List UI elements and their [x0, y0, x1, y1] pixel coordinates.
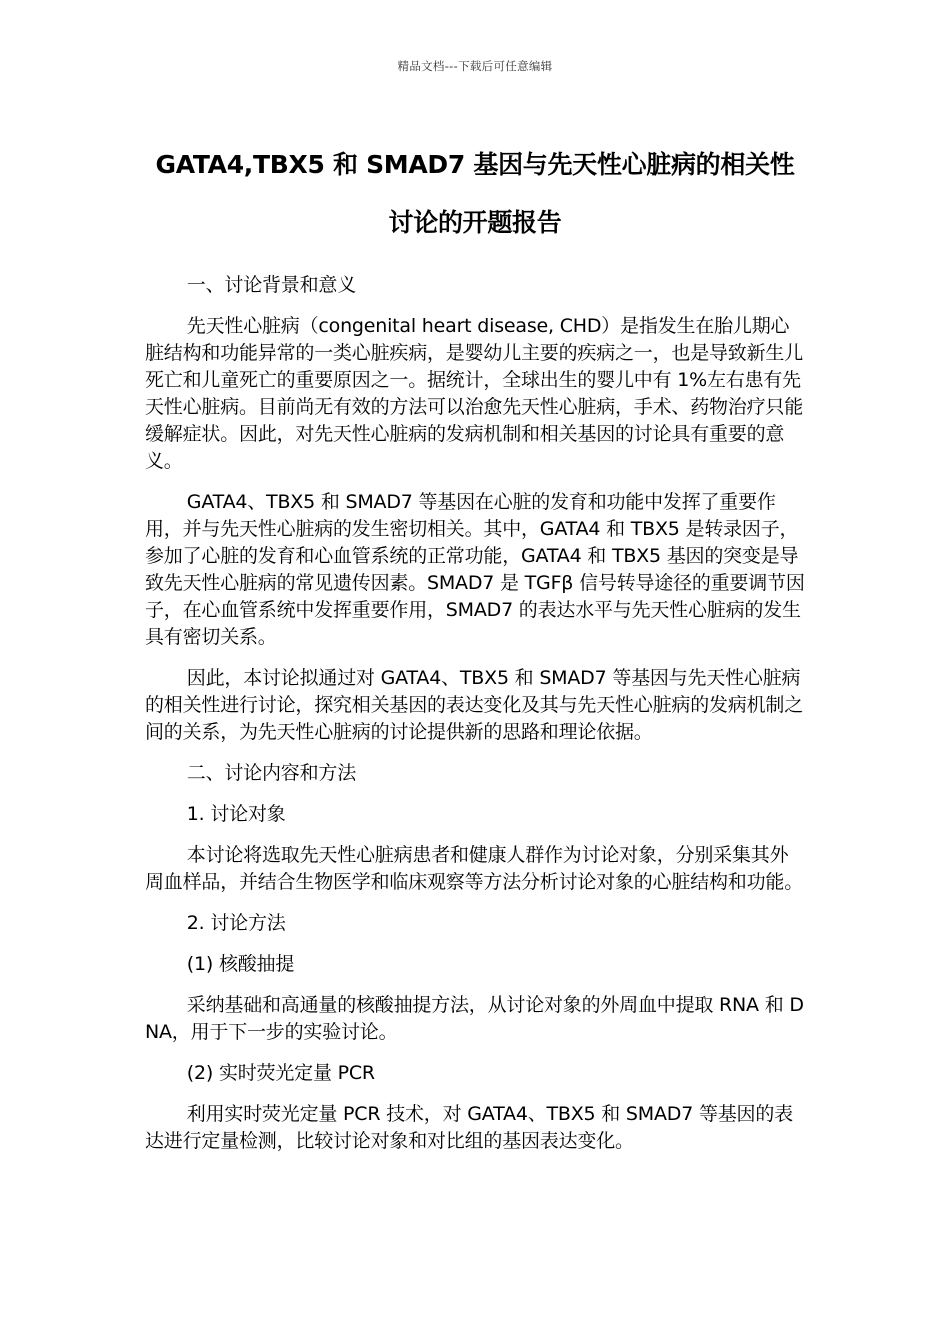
- paragraph-qpcr: 利用实时荧光定量 PCR 技术，对 GATA4、TBX5 和 SMAD7 等基因的表达进行定量检测，比较讨论对象和对比组的基因表达变化。: [145, 1103, 793, 1152]
- subheading-qpcr: (2) 实时荧光定量 PCR: [186, 1062, 375, 1084]
- section-heading-methods: 二、讨论内容和方法: [186, 762, 356, 784]
- paragraph-chd-intro: 先天性心脏病（congenital heart disease, CHD）是指发生在胎儿期心脏结构和功能异常的一类心脏疾病，是婴幼儿主要的疾病之一，也是导致新生儿死亡和儿童死亡的重要原因之一。据统计，全球出生的婴儿中有 1%左右患有先天性心脏病。目前尚无有效的方法可以治愈先天性心脏病，手术、药物治疗只能缓解症状。因此，对先天性心脏病的发病机制和相关基因的讨论具有重要的意义。: [145, 315, 804, 472]
- document-body: [145, 272, 805, 1169]
- paragraph-nucleic-acid-extraction: 采纳基础和高通量的核酸抽提方法，从讨论对象的外周血中提取 RNA 和 DNA，用于下一步的实验讨论。: [145, 994, 804, 1043]
- paragraph-genes-role: GATA4、TBX5 和 SMAD7 等基因在心脏的发育和功能中发挥了重要作用，并与先天性心脏病的发生密切相关。其中，GATA4 和 TBX5 是转录因子，参加了心脏的发育和心血管系统的正常功能，GATA4 和 TBX5 基因的突变是导致先天性心脏病的常见遗传因素。SMAD7 是 TGFβ 信号转导途径的重要调节因子，在心血管系统中发挥重要作用，SMAD7 的表达水平与先天性心脏病的发生具有密切关系。: [145, 491, 805, 648]
- paragraph-study-aim: 因此，本讨论拟通过对 GATA4、TBX5 和 SMAD7 等基因与先天性心脏病的相关性进行讨论，探究相关基因的表达变化及其与先天性心脏病的发病机制之间的关系，为先天性心脏病的讨论提供新的思路和理论依据。: [145, 667, 804, 743]
- subheading-methods: 2. 讨论方法: [186, 912, 286, 934]
- section-heading-background: 一、讨论背景和意义: [186, 274, 356, 296]
- document-title: GATA4,TBX5 和 SMAD7 基因与先天性心脏病的相关性讨论的开题报告: [155, 150, 795, 237]
- header-note: 精品文档---下载后可任意编辑: [397, 59, 553, 73]
- subheading-nucleic-acid-extraction: (1) 核酸抽提: [186, 953, 295, 975]
- paragraph-subjects: 本讨论将选取先天性心脏病患者和健康人群作为讨论对象，分别采集其外周血样品，并结合生物医学和临床观察等方法分析讨论对象的心脏结构和功能。: [145, 844, 804, 893]
- subheading-subjects: 1. 讨论对象: [186, 803, 286, 825]
